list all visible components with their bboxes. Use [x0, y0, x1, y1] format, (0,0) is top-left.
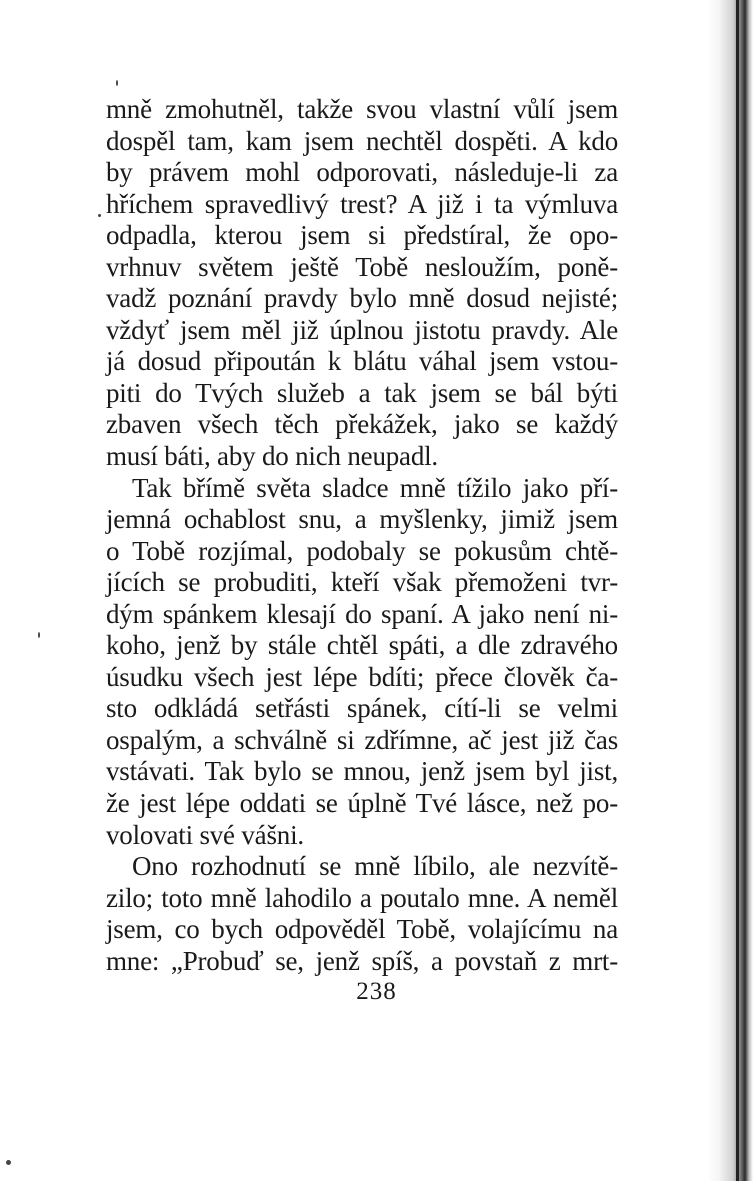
- text-line: vrhnuv světem ještě Tobě nesloužím, poně-: [106, 251, 618, 282]
- text-line: mně zmohutněl, takže svou vlastní vůlí jsem: [106, 94, 618, 124]
- text-line: zbaven všech těch překážek, jako se každý: [106, 409, 618, 440]
- scan-speck: [38, 632, 40, 638]
- text-line: dým spánkem klesají do spaní. A jako není ni-: [106, 598, 618, 629]
- text-line: o Tobě rozjímal, podobaly se pokusům chtě-: [106, 535, 618, 566]
- text-line: ospalým, a schválně si zdřímne, ač jest již čas: [106, 724, 618, 755]
- text-line: piti do Tvých služeb a tak jsem se bál býti: [106, 377, 618, 408]
- text-line: mne: „Probuď se, jenž spíš, a povstaň z mrt-: [106, 945, 618, 976]
- text-line: vadž poznání pravdy bylo mně dosud nejisté;: [106, 283, 618, 314]
- text-line: musí báti, aby do nich neupadl.: [106, 441, 438, 472]
- text-line: já dosud připoután k blátu váhal jsem vstou-: [106, 346, 618, 377]
- page-number: 238: [356, 978, 397, 1005]
- text-line: vstávati. Tak bylo se mnou, jenž jsem byl jist,: [106, 756, 618, 787]
- text-line: jsem, co bych odpověděl Tobě, volajícímu na: [106, 914, 618, 945]
- scan-speck: [6, 1160, 11, 1165]
- text-line: jících se probuditi, kteří však přemoženi tvr-: [106, 567, 618, 598]
- text-line: zilo; toto mně lahodilo a poutalo mne. A neměl: [106, 882, 618, 913]
- text-line: koho, jenž by stále chtěl spáti, a dle zdravého: [106, 630, 618, 661]
- text-line: by právem mohl odporovati, následuje-li za: [106, 157, 618, 188]
- scan-speck: [116, 80, 118, 86]
- text-line: sto odkládá setřásti spánek, cítí-li se velmi: [106, 693, 618, 724]
- text-line: vždyť jsem měl již úplnou jistotu pravdy. Ale: [106, 314, 618, 345]
- text-line: úsudku všech jest lépe bdíti; přece člověk ča-: [106, 661, 618, 692]
- text-line: dospěl tam, kam jsem nechtěl dospěti. A kdo: [106, 125, 618, 156]
- text-line: Ono rozhodnutí se mně líbilo, ale nezvítě-: [132, 851, 618, 882]
- text-line: volovati své vášni.: [106, 819, 304, 850]
- text-line: hříchem spravedlivý trest? A již i ta výmluva: [106, 188, 618, 219]
- text-line: odpadla, kterou jsem si předstíral, že opo-: [106, 220, 618, 251]
- text-line: jemná ochablost snu, a myšlenky, jimiž jsem: [106, 504, 618, 535]
- scan-speck: [98, 214, 101, 217]
- text-line: Tak břímě světa sladce mně tížilo jako pří-: [132, 472, 618, 503]
- book-page-body: [106, 94, 618, 977]
- text-line: že jest lépe oddati se úplně Tvé lásce, než po-: [106, 788, 618, 819]
